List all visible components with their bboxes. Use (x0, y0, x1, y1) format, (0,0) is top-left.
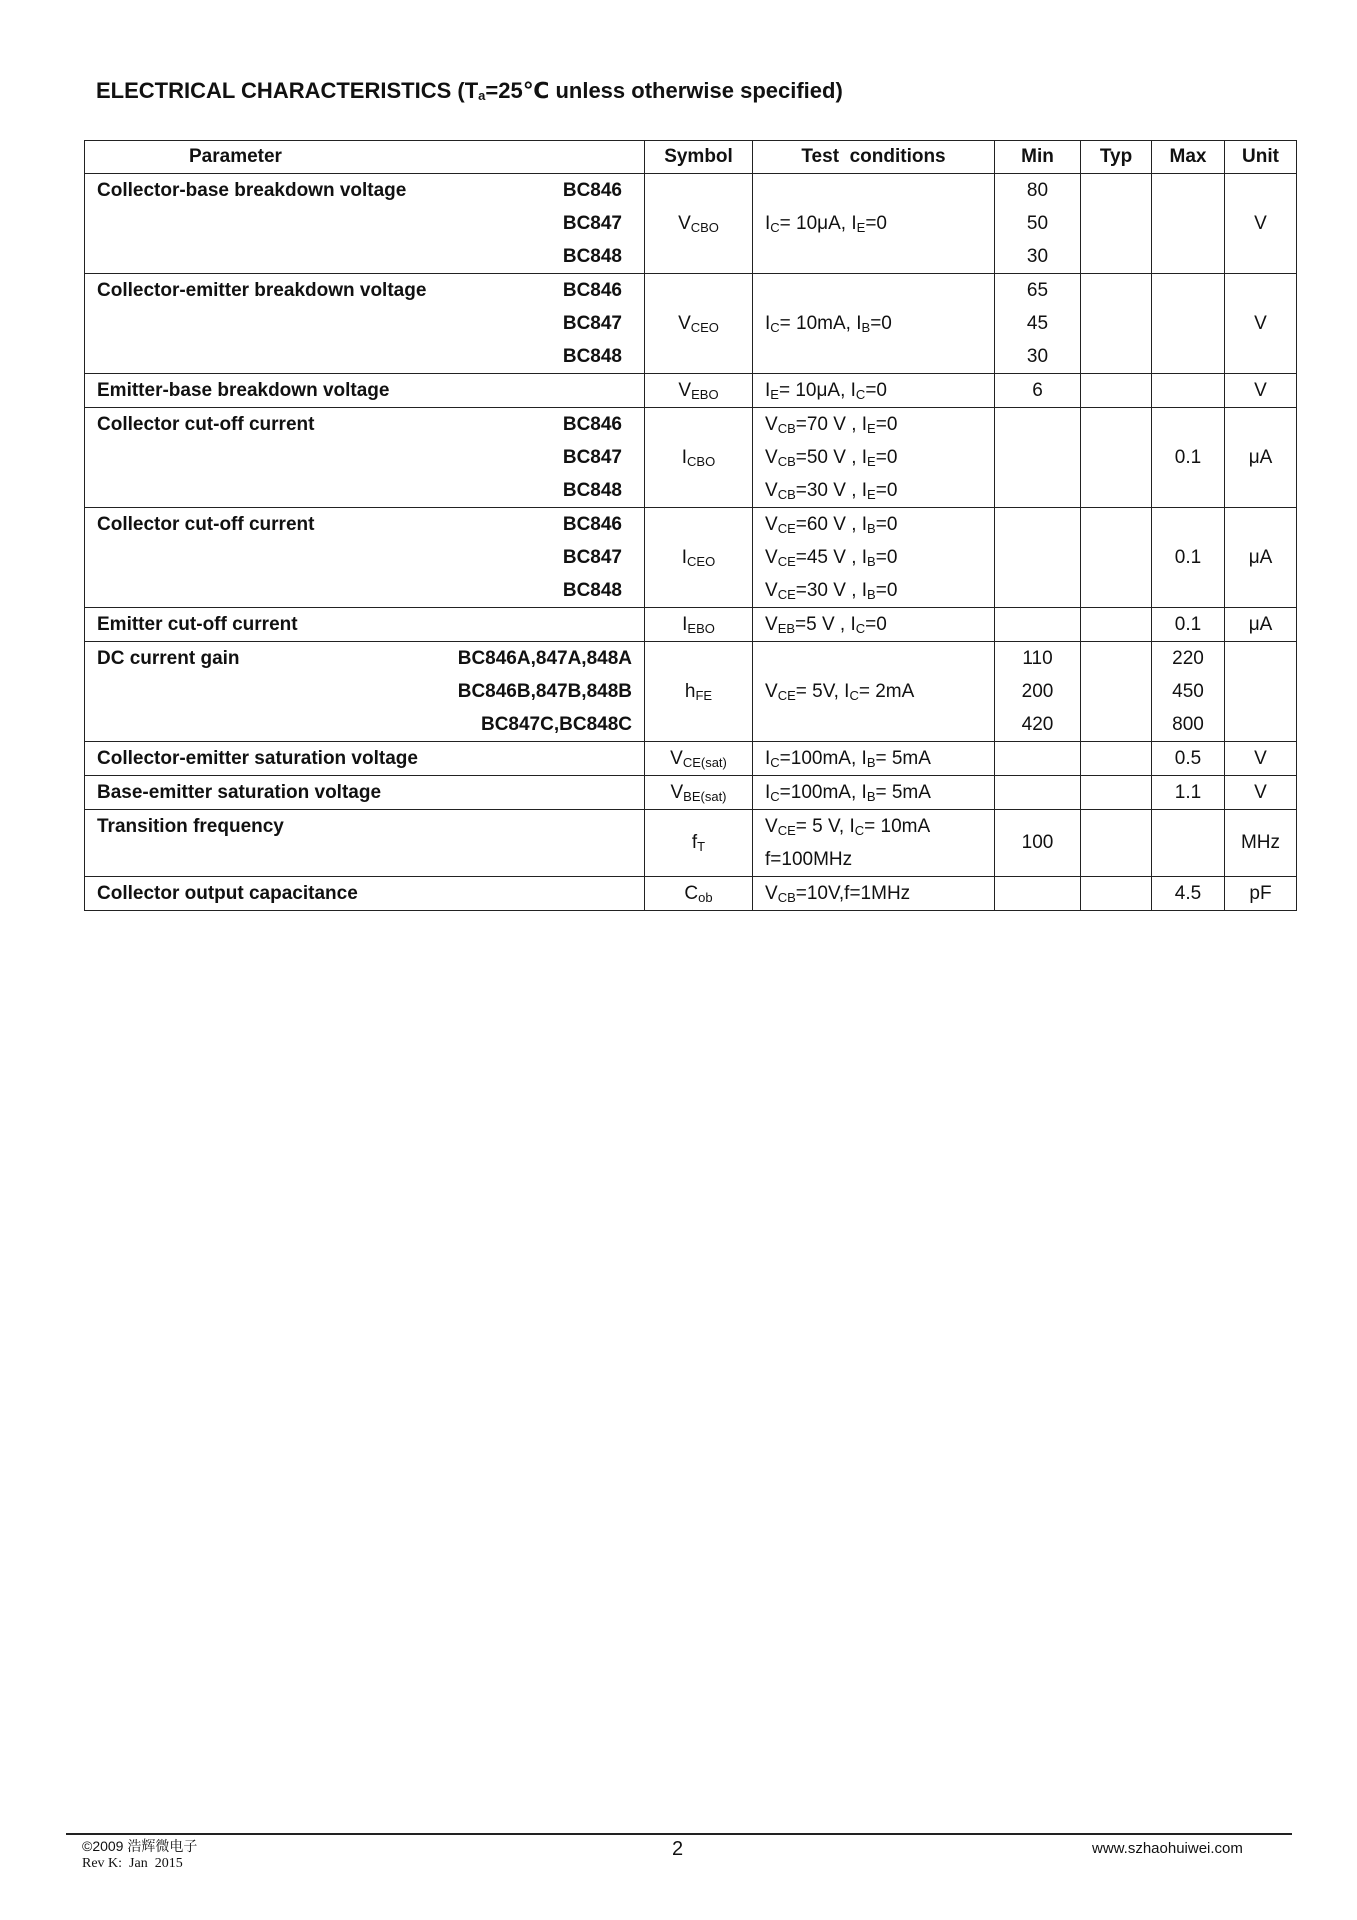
symbol-cell (645, 274, 753, 374)
condition-text: =10V,f=1MHz (795, 883, 911, 904)
max-cell (1152, 642, 1225, 742)
parameter-name: Collector cut-off current (97, 414, 315, 435)
parameter-cell (85, 608, 645, 642)
symbol-base: V (670, 781, 684, 803)
test-conditions-cell (753, 642, 995, 742)
condition-line (753, 274, 994, 373)
condition-text: =30 V , I (795, 480, 868, 501)
symbol-cell (645, 776, 753, 810)
max-cell (1152, 742, 1225, 776)
symbol-subscript: CE(sat) (682, 754, 727, 770)
min-cell (995, 408, 1081, 508)
condition-subscript: CB (777, 454, 796, 469)
condition-text: I (765, 782, 771, 803)
typ-cell (1081, 408, 1152, 508)
unit-cell (1225, 642, 1297, 742)
condition-text: V (765, 414, 778, 435)
min-value: 200 (1021, 681, 1054, 702)
max-value: 0.1 (1174, 614, 1202, 635)
condition-subscript: B (861, 320, 871, 335)
header-typ: Typ (1081, 141, 1152, 174)
typ-cell (1081, 742, 1152, 776)
condition-text: =0 (875, 414, 898, 435)
device-name: BC848 (562, 346, 622, 367)
header-symbol: Symbol (645, 141, 753, 174)
condition-text: V (765, 816, 778, 837)
condition-line (753, 742, 994, 775)
condition-line (753, 877, 994, 910)
device-name: BC848 (562, 246, 622, 267)
typ-cell (1081, 608, 1152, 642)
symbol-base: I (681, 446, 688, 468)
symbol-base: I (682, 613, 688, 635)
parameter-line (85, 340, 644, 373)
condition-line (753, 574, 994, 607)
parameter-cell (85, 274, 645, 374)
parameter-cell (85, 776, 645, 810)
test-conditions-cell (753, 742, 995, 776)
max-cell (1152, 174, 1225, 274)
electrical-characteristics-table (84, 140, 1297, 911)
condition-text: = 5 V, I (795, 816, 855, 837)
condition-text: =0 (875, 447, 898, 468)
condition-text: =50 V , I (795, 447, 868, 468)
symbol-subscript: EBO (691, 386, 719, 402)
parameter-line (85, 776, 644, 809)
condition-text: = 5V, I (795, 681, 850, 702)
condition-subscript: E (867, 454, 876, 469)
max-cell (1152, 810, 1225, 877)
symbol-base: V (670, 747, 683, 769)
parameter-name: Emitter-base breakdown voltage (97, 380, 390, 401)
min-value: 100 (1021, 832, 1054, 853)
unit-cell: μA (1225, 608, 1297, 642)
condition-text: =0 (870, 313, 892, 334)
condition-text: =100mA, I (779, 782, 867, 803)
min-value: 45 (1026, 313, 1049, 334)
condition-text: V (765, 514, 778, 535)
parameter-name: Collector output capacitance (97, 883, 358, 904)
symbol-cell (645, 810, 753, 877)
table-row (85, 608, 1297, 642)
min-cell (995, 174, 1081, 274)
symbol-base: V (678, 312, 691, 334)
header-unit: Unit (1225, 141, 1297, 174)
condition-text: =0 (875, 480, 898, 501)
test-conditions-cell (753, 174, 995, 274)
unit-cell: V (1225, 174, 1297, 274)
symbol-cell (645, 742, 753, 776)
symbol-subscript: CEO (687, 553, 716, 569)
condition-line (753, 843, 994, 876)
parameter-cell (85, 810, 645, 877)
device-name: BC847C,BC848C (480, 714, 632, 735)
condition-text: =60 V , I (795, 514, 868, 535)
symbol-subscript: T (697, 839, 706, 854)
condition-text: = 10μA, I (779, 213, 857, 234)
condition-subscript: C (854, 823, 865, 838)
symbol-subscript: CEO (690, 319, 719, 335)
symbol-base: I (681, 546, 688, 568)
footer-divider (66, 1833, 1292, 1835)
table-row (85, 776, 1297, 810)
condition-subscript: CB (777, 890, 796, 905)
unit-cell: V (1225, 776, 1297, 810)
min-value: 420 (1021, 714, 1054, 735)
condition-text: I (765, 213, 771, 234)
parameter-line (85, 408, 644, 441)
header-test-conditions: Test conditions (753, 141, 995, 174)
condition-line (753, 174, 994, 273)
parameter-line (85, 708, 644, 741)
header-max: Max (1152, 141, 1225, 174)
parameter-line (85, 742, 644, 775)
condition-text: =30 V , I (795, 580, 868, 601)
condition-text: = 5mA (875, 782, 931, 803)
device-name: BC846 (562, 280, 622, 301)
parameter-line (85, 877, 644, 910)
condition-text: = 10mA, I (779, 313, 862, 334)
condition-text: =0 (875, 580, 898, 601)
max-value: 0.5 (1174, 748, 1202, 769)
symbol-subscript: CBO (690, 219, 719, 235)
unit-cell: μA (1225, 508, 1297, 608)
condition-subscript: CB (777, 487, 796, 502)
max-value: 4.5 (1174, 883, 1202, 904)
typ-cell (1081, 508, 1152, 608)
footer-website: www.szhaohuiwei.com (1092, 1840, 1243, 1857)
min-cell (995, 877, 1081, 911)
min-cell (995, 642, 1081, 742)
condition-subscript: CE (777, 587, 796, 602)
min-value: 110 (1022, 648, 1053, 669)
parameter-line (85, 441, 644, 474)
condition-text: =0 (865, 380, 887, 401)
page-number: 2 (672, 1838, 684, 1860)
condition-text: = 2mA (858, 681, 915, 702)
min-value: 30 (1026, 246, 1049, 267)
condition-text: I (765, 748, 771, 769)
condition-text: =0 (875, 547, 898, 568)
symbol-base: h (684, 680, 696, 702)
parameter-cell (85, 742, 645, 776)
max-value: 0.1 (1174, 446, 1202, 468)
table-row (85, 274, 1297, 374)
min-cell (995, 608, 1081, 642)
typ-cell (1081, 810, 1152, 877)
condition-subscript: EB (777, 621, 796, 636)
max-cell (1152, 608, 1225, 642)
parameter-cell (85, 408, 645, 508)
symbol-cell (645, 642, 753, 742)
table-row (85, 174, 1297, 274)
header-row (85, 141, 1297, 174)
test-conditions-cell (753, 608, 995, 642)
parameter-name: Emitter cut-off current (97, 614, 298, 635)
device-name: BC847 (562, 447, 622, 468)
symbol-cell (645, 508, 753, 608)
max-cell (1152, 274, 1225, 374)
symbol-subscript: BE(sat) (683, 788, 727, 804)
min-cell (995, 742, 1081, 776)
test-conditions-cell (753, 508, 995, 608)
parameter-line (85, 307, 644, 340)
parameter-cell (85, 374, 645, 408)
table-row (85, 408, 1297, 508)
symbol-cell (645, 174, 753, 274)
condition-text: V (765, 580, 778, 601)
max-cell (1152, 508, 1225, 608)
condition-subscript: E (770, 387, 779, 402)
condition-subscript: E (867, 487, 876, 502)
condition-text: V (765, 614, 778, 635)
parameter-name: Collector-emitter breakdown voltage (97, 280, 427, 301)
condition-subscript: C (855, 621, 866, 636)
parameter-line (85, 374, 644, 407)
typ-cell (1081, 642, 1152, 742)
condition-text: f=100MHz (765, 849, 853, 870)
symbol-base: V (678, 379, 692, 401)
unit-cell: V (1225, 274, 1297, 374)
min-cell (995, 374, 1081, 408)
typ-cell (1081, 274, 1152, 374)
condition-line (753, 608, 994, 641)
unit-cell: V (1225, 374, 1297, 408)
device-name: BC847 (562, 213, 622, 234)
unit-cell: MHz (1225, 810, 1297, 877)
condition-text: V (765, 447, 778, 468)
condition-line (753, 810, 994, 843)
device-name: BC848 (562, 480, 622, 501)
condition-subscript: C (770, 220, 780, 235)
condition-subscript: CE (777, 688, 796, 703)
condition-text: = 10μA, I (778, 380, 856, 401)
parameter-cell (85, 508, 645, 608)
condition-subscript: B (867, 554, 876, 569)
max-value: 800 (1172, 714, 1204, 735)
unit-cell: pF (1225, 877, 1297, 911)
min-value: 50 (1026, 213, 1049, 234)
symbol-subscript: ob (698, 889, 713, 905)
condition-subscript: E (867, 421, 876, 436)
condition-text: =0 (865, 614, 887, 635)
test-conditions-cell (753, 408, 995, 508)
parameter-cell (85, 174, 645, 274)
parameter-line (85, 843, 644, 876)
device-name: BC846 (562, 414, 622, 435)
min-value: 6 (1032, 380, 1043, 401)
condition-subscript: C (849, 688, 859, 703)
parameter-name: DC current gain (97, 648, 240, 669)
condition-text: V (765, 480, 778, 501)
condition-line (753, 441, 994, 474)
table-row (85, 877, 1297, 911)
typ-cell (1081, 374, 1152, 408)
condition-subscript: C (770, 320, 780, 335)
parameter-name: Transition frequency (97, 816, 284, 837)
footer-left (82, 1838, 197, 1872)
typ-cell (1081, 174, 1152, 274)
table-row (85, 810, 1297, 877)
condition-subscript: B (867, 587, 876, 602)
parameter-line (85, 240, 644, 273)
header-parameter: Parameter (85, 141, 645, 174)
condition-text: =0 (875, 514, 898, 535)
min-cell (995, 508, 1081, 608)
parameter-line (85, 810, 644, 843)
device-name: BC848 (562, 580, 622, 601)
symbol-cell (645, 608, 753, 642)
parameter-name: Collector-base breakdown voltage (97, 180, 407, 201)
test-conditions-cell (753, 810, 995, 877)
footer-revision: Rev K: Jan 2015 (82, 1856, 183, 1871)
parameter-line (85, 642, 644, 675)
min-cell (995, 274, 1081, 374)
parameter-name: Collector-emitter saturation voltage (97, 748, 418, 769)
condition-text: V (765, 681, 778, 702)
max-cell (1152, 877, 1225, 911)
symbol-cell (645, 877, 753, 911)
min-cell (995, 776, 1081, 810)
condition-line (753, 374, 994, 407)
device-name: BC846B,847B,848B (457, 681, 632, 702)
parameter-name: Base-emitter saturation voltage (97, 782, 382, 803)
parameter-line (85, 541, 644, 574)
condition-text: I (765, 380, 771, 401)
device-name: BC846 (562, 514, 622, 535)
max-cell (1152, 408, 1225, 508)
typ-cell (1081, 877, 1152, 911)
min-cell (995, 810, 1081, 877)
table-row (85, 742, 1297, 776)
condition-subscript: C (770, 789, 780, 804)
max-value: 1.1 (1174, 782, 1202, 803)
condition-subscript: CE (777, 554, 796, 569)
parameter-line (85, 608, 644, 641)
test-conditions-cell (753, 374, 995, 408)
parameter-cell (85, 877, 645, 911)
table-row (85, 374, 1297, 408)
test-conditions-cell (753, 274, 995, 374)
parameter-line (85, 675, 644, 708)
symbol-subscript: EBO (687, 620, 715, 636)
typ-cell (1081, 776, 1152, 810)
condition-text: =45 V , I (795, 547, 868, 568)
max-value: 0.1 (1174, 546, 1202, 568)
condition-subscript: CB (777, 421, 796, 436)
condition-subscript: B (866, 789, 876, 804)
symbol-subscript: FE (695, 687, 713, 703)
device-name: BC847 (562, 547, 622, 568)
condition-subscript: CE (777, 823, 796, 838)
min-value: 80 (1026, 180, 1049, 201)
min-value: 30 (1026, 346, 1049, 367)
condition-line (753, 508, 994, 541)
condition-subscript: C (855, 387, 866, 402)
device-name: BC846 (562, 180, 622, 201)
table-row (85, 508, 1297, 608)
condition-line (753, 474, 994, 507)
symbol-base: f (691, 832, 698, 853)
symbol-subscript: CBO (687, 453, 716, 469)
condition-text: = 10mA (864, 816, 931, 837)
symbol-cell (645, 408, 753, 508)
condition-text: =100mA, I (779, 748, 867, 769)
page-title: ELECTRICAL CHARACTERISTICS ($T_a=25℃$ unless otherwise specified) (96, 78, 843, 103)
symbol-base: C (684, 882, 699, 904)
condition-text: V (765, 547, 778, 568)
condition-text: =70 V , I (795, 414, 868, 435)
max-value: 450 (1172, 681, 1204, 702)
parameter-line (85, 207, 644, 240)
parameter-name: Collector cut-off current (97, 514, 315, 535)
parameter-line (85, 174, 644, 207)
condition-line (753, 408, 994, 441)
condition-text: =0 (865, 213, 887, 234)
condition-subscript: B (866, 755, 876, 770)
max-cell (1152, 776, 1225, 810)
footer-copyright: ©2009 浩辉微电子 (82, 1838, 198, 1854)
condition-line (753, 541, 994, 574)
condition-line (753, 642, 994, 741)
min-value: 65 (1026, 280, 1049, 301)
unit-cell: V (1225, 742, 1297, 776)
parameter-line (85, 274, 644, 307)
condition-text: =5 V , I (795, 614, 856, 635)
condition-text: I (765, 313, 771, 334)
condition-text: = 5mA (875, 748, 931, 769)
symbol-cell (645, 374, 753, 408)
max-value: 220 (1172, 648, 1204, 669)
max-cell (1152, 374, 1225, 408)
condition-line (753, 776, 994, 809)
test-conditions-cell (753, 776, 995, 810)
parameter-line (85, 508, 644, 541)
device-name: BC846A,847A,848A (457, 648, 632, 669)
parameter-line (85, 574, 644, 607)
unit-cell: μA (1225, 408, 1297, 508)
symbol-base: V (678, 212, 691, 234)
condition-text: V (765, 883, 778, 904)
condition-subscript: CE (777, 521, 796, 536)
condition-subscript: C (770, 755, 780, 770)
table-row (85, 642, 1297, 742)
condition-subscript: B (867, 521, 876, 536)
device-name: BC847 (562, 313, 622, 334)
header-min: Min (995, 141, 1081, 174)
parameter-line (85, 474, 644, 507)
test-conditions-cell (753, 877, 995, 911)
condition-subscript: E (856, 220, 866, 235)
parameter-cell (85, 642, 645, 742)
